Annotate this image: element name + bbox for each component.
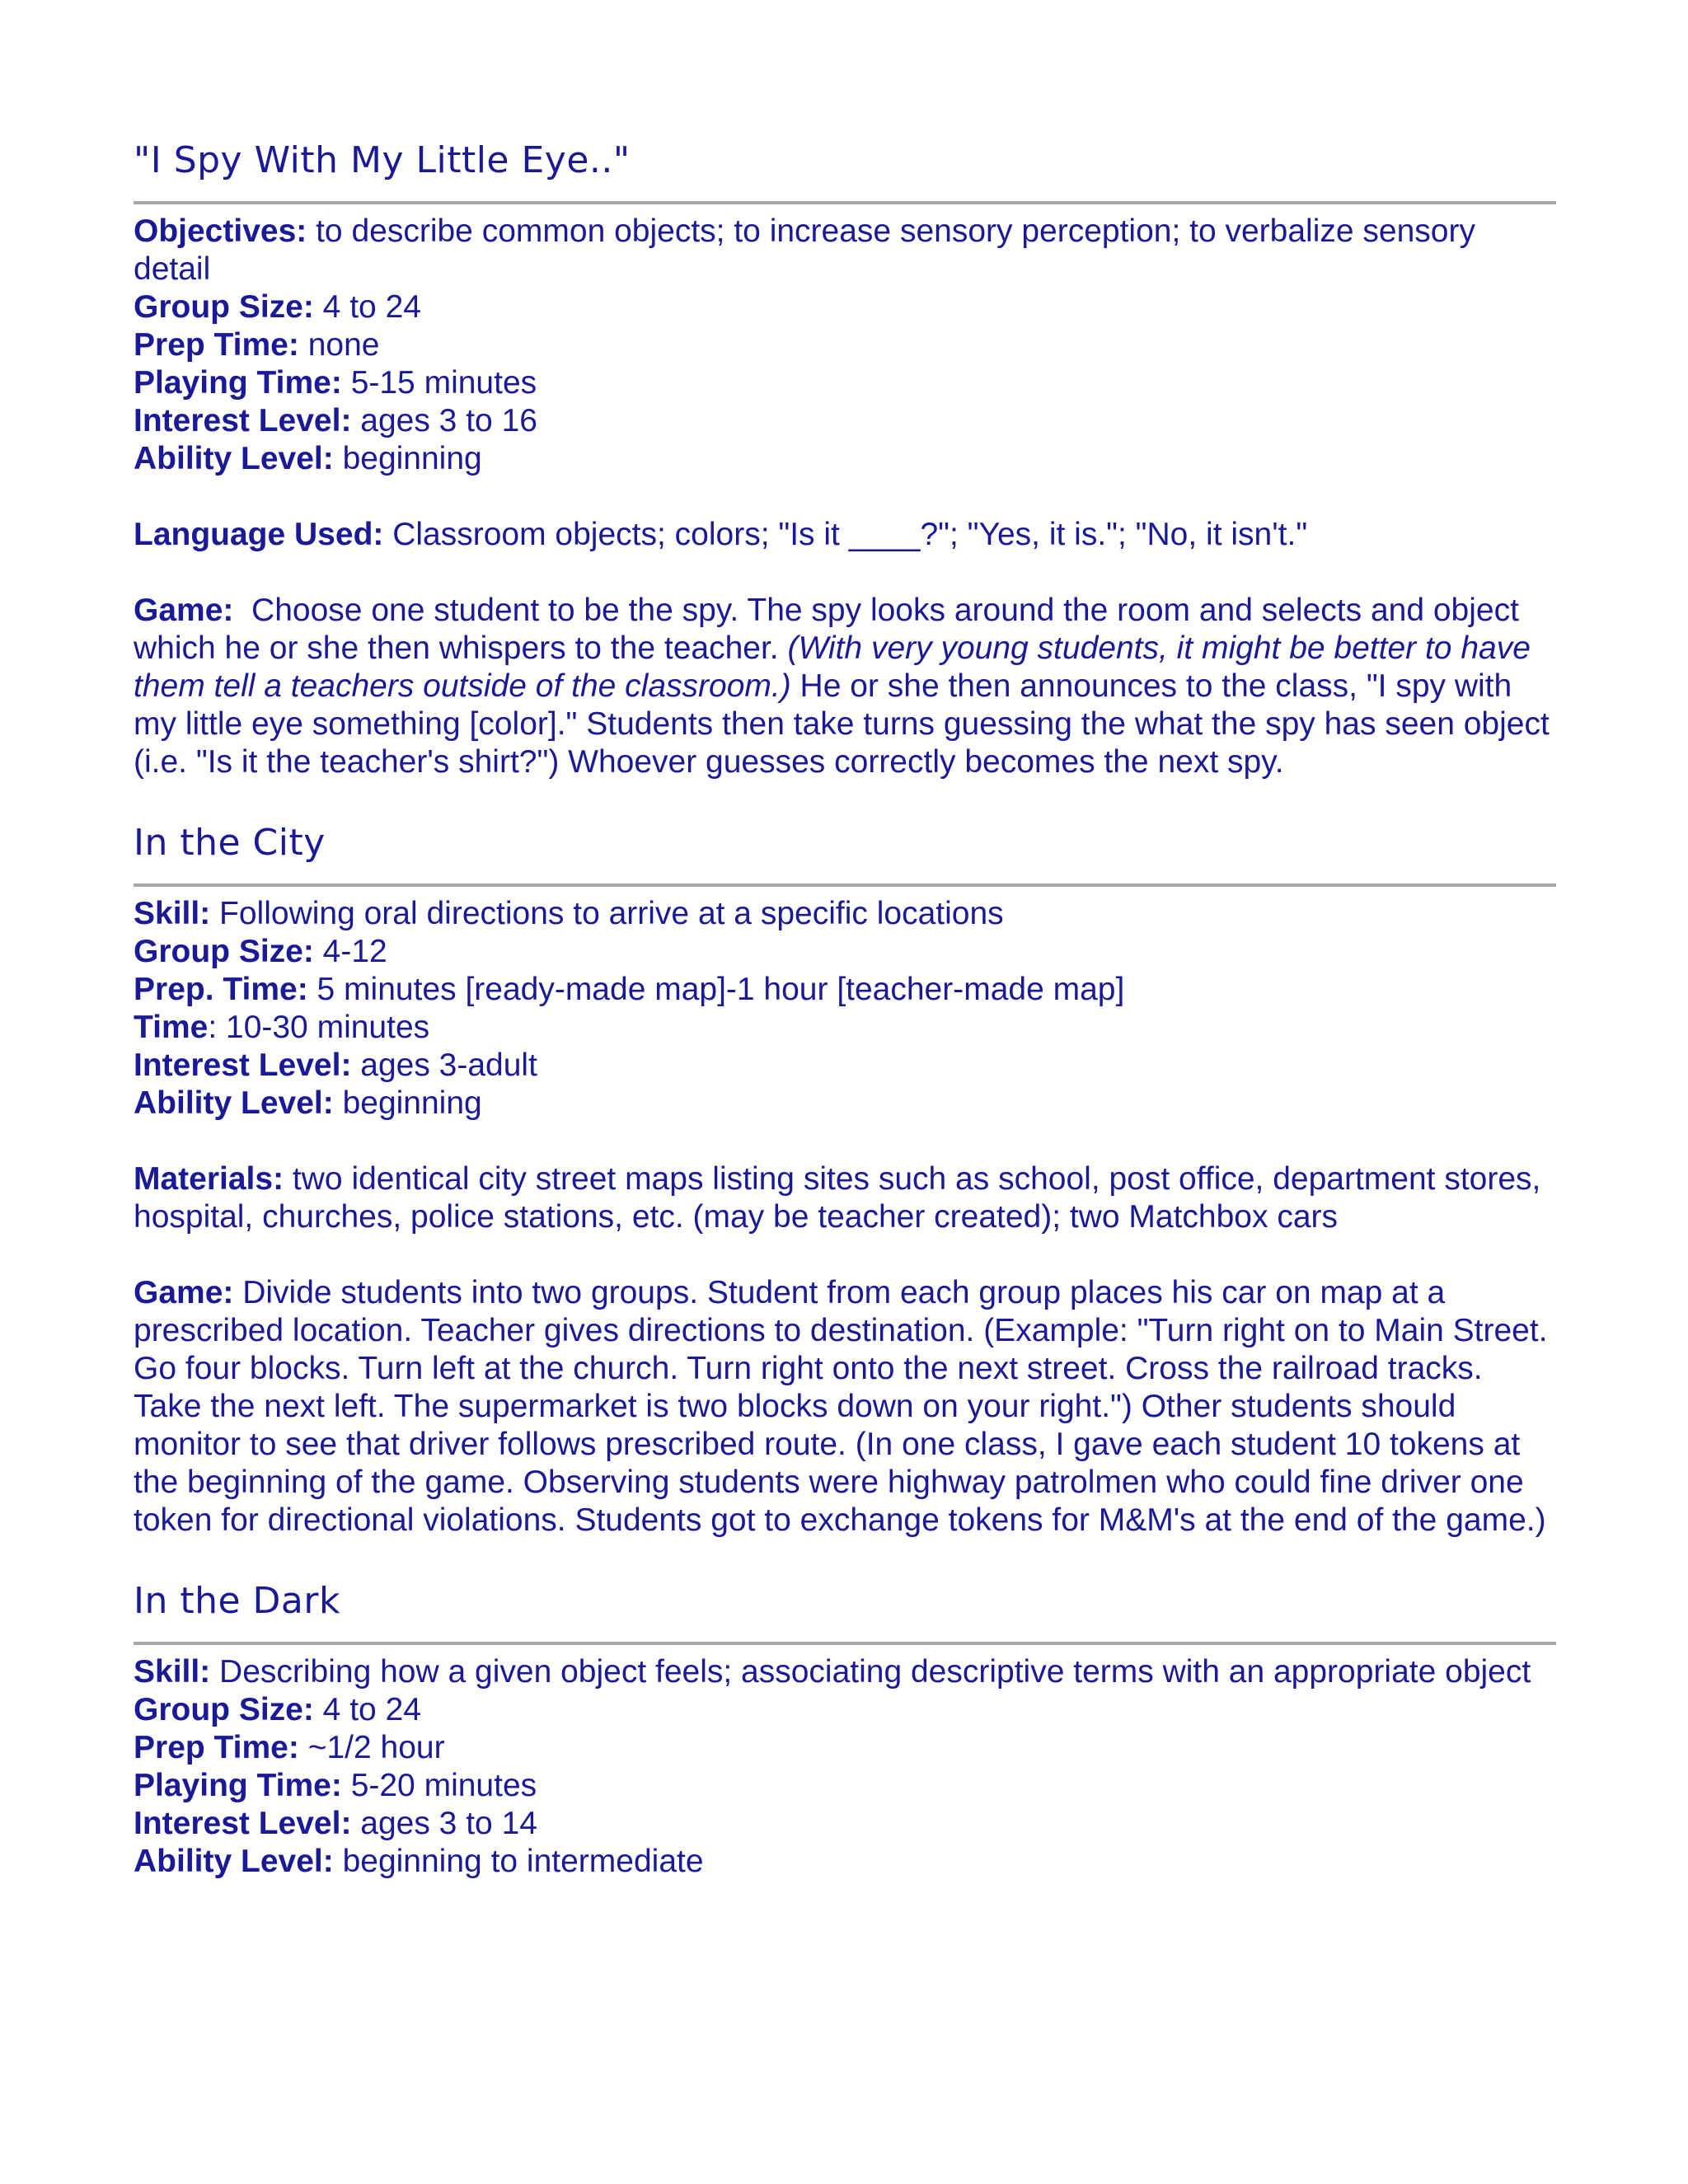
field-value: ages 3-adult [351,1047,537,1083]
section-i-spy [134,132,1556,781]
document-page [134,132,1556,1881]
field-label: Ability Level: [134,441,334,476]
section-divider [134,1642,1556,1645]
field-label: Interest Level: [134,1047,352,1083]
field-playing-time [134,1767,1556,1805]
field-label: Prep Time: [134,327,299,363]
field-label: Prep. Time: [134,972,308,1007]
field-ability-level [134,1085,1556,1122]
field-label: Ability Level: [134,1085,334,1121]
section-divider [134,201,1556,204]
spacer [134,478,1556,516]
field-label: Ability Level: [134,1844,334,1879]
field-value: Following oral directions to arrive at a specific locations [210,896,1004,931]
game-text: He or she then announces to the class, "I spy with my little eye something [color]." Students then take turns guessing the what the spy has seen object (i.e. "Is it the teacher's shirt?") Whoever guesses correctly becomes the next spy. [134,668,1550,780]
field-ability-level [134,1843,1556,1881]
field-value: 5 minutes [ready-made map]-1 hour [teacher-made map] [307,972,1125,1007]
field-label: Interest Level: [134,403,352,438]
field-ability-level [134,440,1556,478]
field-value: 4-12 [313,934,387,969]
section-title-in-the-dark: In the Dark [134,1580,340,1622]
field-label: Skill: [134,896,211,931]
field-interest-level [134,1047,1556,1085]
field-label: Game: [134,593,234,628]
field-value: beginning [333,1085,482,1121]
field-label: Objectives: [134,213,307,249]
field-value: Describing how a given object feels; associating descriptive terms with an appropriate object [210,1654,1531,1690]
field-label: Prep Time: [134,1730,299,1765]
game-description [134,1274,1556,1540]
field-value: 4 to 24 [313,1692,421,1727]
field-skill [134,1653,1556,1691]
field-time [134,1009,1556,1047]
field-value: : 10-30 minutes [208,1010,430,1045]
spacer [134,1122,1556,1160]
field-label: Interest Level: [134,1806,352,1841]
field-skill [134,895,1556,933]
field-value: 4 to 24 [313,289,421,325]
section-in-the-city [134,814,1556,1540]
section-divider [134,883,1556,887]
field-language-used [134,516,1556,554]
field-label: Game: [134,1275,234,1310]
section-title-in-the-city: In the City [134,822,326,864]
field-label: Group Size: [134,934,314,969]
field-interest-level [134,402,1556,440]
game-description [134,592,1556,781]
field-value: two identical city street maps listing sites such as school, post office, department stores, hospital, churches, police stations, etc. (may be teacher created); two Matchbox cars [134,1161,1541,1235]
field-group-size [134,1691,1556,1729]
field-value: Classroom objects; colors; "Is it ____?"; "Yes, it is."; "No, it isn't." [383,517,1308,552]
field-prep-time [134,971,1556,1009]
field-objectives [134,213,1556,288]
game-text: Divide students into two groups. Student from each group places his car on map at a prescribed location. Teacher gives directions to destination. (Example: "Turn right on to Main Street. Go four blocks. Turn left at the church. Turn right onto the next street. Cross the railroad tracks. Take the next left. The supermarket is two blocks down on your right.") Other students should monitor to see that driver follows prescribed route. (In one class, I gave each student 10 tokens at the beginning of the game. Observing students were highway patrolmen who could fine driver one token for directional violations. Students got to exchange tokens for M&M's at the end of the game.) [134,1275,1548,1538]
field-label: Group Size: [134,1692,314,1727]
field-value: to describe common objects; to increase sensory perception; to verbalize sensory detail [134,213,1475,287]
field-label: Skill: [134,1654,211,1690]
field-value: ages 3 to 16 [351,403,537,438]
field-value: ~1/2 hour [298,1730,445,1765]
section-in-the-dark [134,1572,1556,1881]
spacer [134,781,1556,814]
field-value: 5-20 minutes [341,1768,537,1803]
field-group-size [134,288,1556,326]
field-label: Language Used: [134,517,384,552]
field-label: Time [134,1010,209,1045]
game-text: Choose one student to be the spy. The spy looks around the room and selects and object which he or she then whispers to the teacher. [134,593,1528,666]
field-value: none [298,327,380,363]
spacer [134,1540,1556,1572]
spacer [134,1236,1556,1274]
field-prep-time [134,326,1556,364]
field-label: Playing Time: [134,365,342,401]
field-value: ages 3 to 14 [351,1806,537,1841]
field-interest-level [134,1805,1556,1843]
section-title-i-spy: "I Spy With My Little Eye.." [134,139,631,181]
spacer [134,554,1556,592]
field-value: beginning [333,441,482,476]
field-playing-time [134,364,1556,402]
field-materials [134,1160,1556,1236]
field-value: 5-15 minutes [341,365,537,401]
field-label: Materials: [134,1161,284,1197]
game-note-italic: (With very young students, it might be better to have them tell a teachers outside of the classroom.) [134,630,1531,704]
field-label: Group Size: [134,289,314,325]
field-group-size [134,933,1556,971]
field-label: Playing Time: [134,1768,342,1803]
field-value: beginning to intermediate [333,1844,704,1879]
field-prep-time [134,1729,1556,1767]
